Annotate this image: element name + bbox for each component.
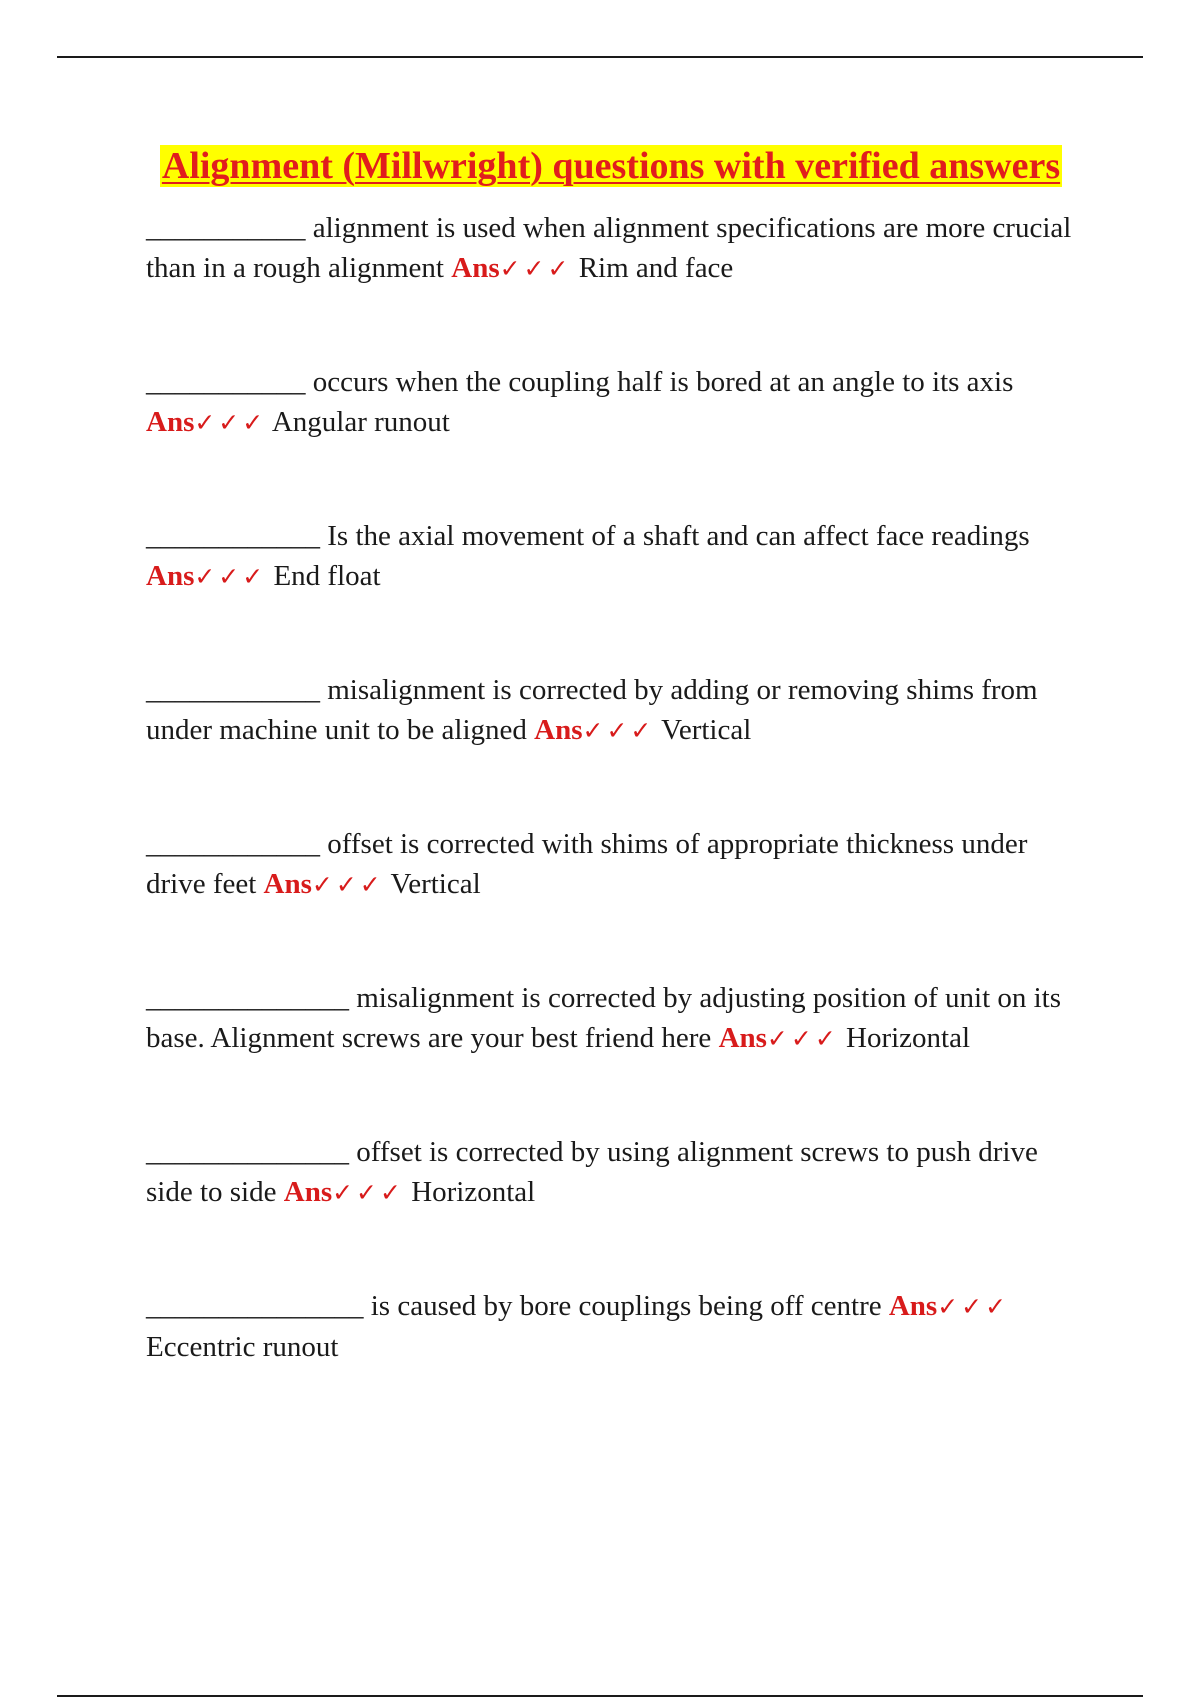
answer-label: Ans: [283, 1176, 333, 1208]
answer-text: Angular runout: [271, 406, 450, 438]
question-text: offset is corrected by using alignment screws to push drive side to side: [146, 1136, 1038, 1208]
qa-item: [146, 978, 1076, 1059]
checkmark-icons: ✓✓✓: [499, 254, 572, 283]
checkmark-icons: ✓✓✓: [937, 1292, 1010, 1321]
question-text: is caused by bore couplings being off centre: [370, 1290, 882, 1322]
qa-item: [146, 516, 1076, 597]
qa-item: [146, 1132, 1076, 1213]
qa-item: [146, 1286, 1076, 1367]
checkmark-icons: ✓✓✓: [332, 1178, 404, 1207]
answer-label: Ans: [263, 868, 312, 900]
question-text: alignment is used when alignment specifications are more crucial than in a rough alignment: [146, 212, 1072, 284]
answer-text: Vertical: [661, 714, 752, 746]
answer-label: Ans: [451, 252, 500, 284]
answer-label: Ans: [888, 1290, 938, 1322]
qa-item: [146, 362, 1076, 443]
question-text: offset is corrected with shims of appropriate thickness under drive feet: [146, 828, 1028, 900]
question-blank: ___________: [146, 366, 306, 398]
answer-text: Eccentric runout: [146, 1331, 339, 1363]
checkmark-icons: ✓✓✓: [194, 562, 267, 591]
question-blank: ______________: [146, 1136, 349, 1168]
document-title: [146, 140, 1076, 192]
question-blank: ______________: [146, 982, 349, 1014]
answer-text: Horizontal: [411, 1176, 536, 1208]
checkmark-icons: ✓✓✓: [194, 408, 267, 437]
qa-item: [146, 670, 1076, 751]
question-text: Is the axial movement of a shaft and can affect face readings: [327, 520, 1030, 552]
question-blank: ___________: [146, 212, 306, 244]
answer-label: Ans: [146, 560, 195, 592]
checkmark-icons: ✓✓✓: [582, 716, 655, 745]
answer-text: Rim and face: [578, 252, 734, 284]
answer-label: Ans: [146, 406, 195, 438]
question-blank: ____________: [146, 828, 320, 860]
qa-item: [146, 208, 1076, 289]
bottom-rule: [57, 1695, 1143, 1697]
document-title-text: Alignment (Millwright) questions with verified answers: [161, 145, 1061, 187]
question-blank: ____________: [146, 520, 320, 552]
answer-label: Ans: [718, 1022, 767, 1054]
answer-text: End float: [273, 560, 381, 592]
qa-item: [146, 824, 1076, 905]
answer-text: Vertical: [390, 868, 481, 900]
answer-text: Horizontal: [846, 1022, 971, 1054]
question-blank: _______________: [146, 1290, 364, 1322]
question-text: occurs when the coupling half is bored at an angle to its axis: [312, 366, 1014, 398]
question-text: misalignment is corrected by adjusting position of unit on its base. Alignment screws are your best friend here: [146, 982, 1062, 1054]
top-rule: [57, 56, 1143, 58]
checkmark-icons: ✓✓✓: [311, 870, 384, 899]
question-text: misalignment is corrected by adding or removing shims from under machine unit to be aligned: [146, 674, 1038, 746]
checkmark-icons: ✓✓✓: [766, 1024, 839, 1053]
question-blank: ____________: [146, 674, 320, 706]
answer-label: Ans: [534, 714, 583, 746]
document-body: [146, 140, 1076, 1440]
